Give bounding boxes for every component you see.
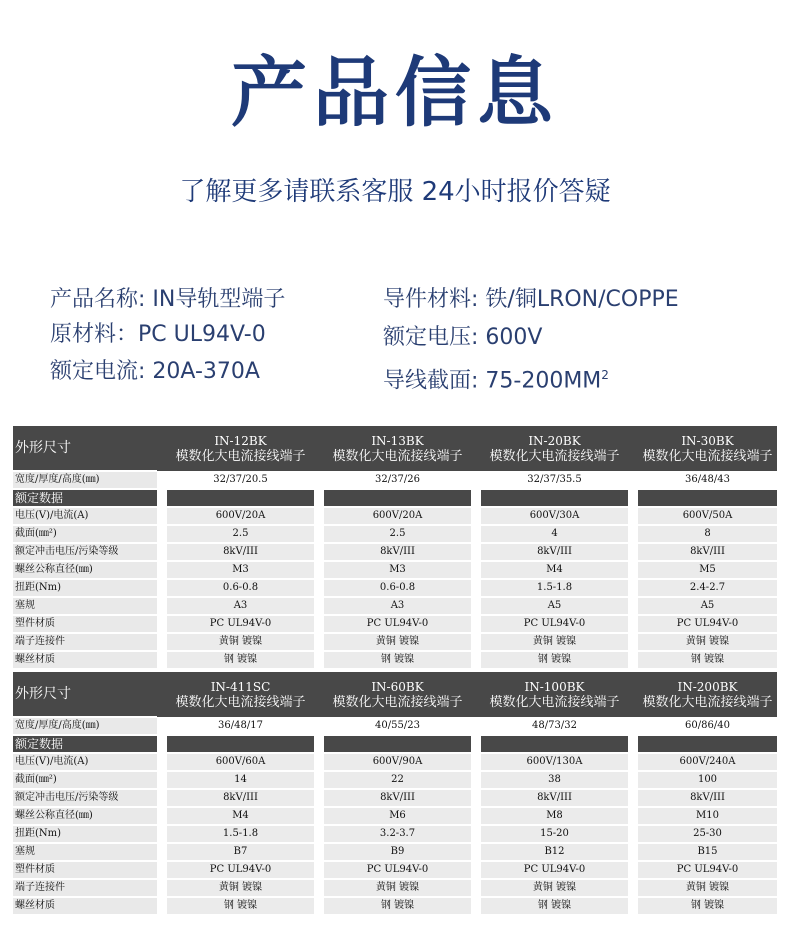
column-gap [157,525,167,543]
column-gap [157,489,167,507]
column-gap [628,543,638,561]
section-bar [638,489,777,507]
table-cell: 钢 镀镍 [638,651,777,669]
model-header [324,426,471,471]
column-gap [314,471,324,489]
column-gap [471,843,481,861]
column-gap [628,735,638,753]
table-row [13,651,777,669]
info-product-name [50,285,285,315]
table-cell: 黄铜 镀镍 [167,879,314,897]
table-cell: 600V/90A [324,753,471,771]
row-label: 塑件材质 [13,615,157,633]
row-label: 额定数据 [13,735,157,753]
column-gap [628,651,638,669]
column-gap [628,579,638,597]
column-gap [157,735,167,753]
info-rated-voltage [383,323,542,353]
table-cell: 2.5 [167,525,314,543]
column-gap [157,717,167,735]
column-gap [628,633,638,651]
column-gap [628,807,638,825]
column-gap [157,507,167,525]
table-cell: 600V/240A [638,753,777,771]
column-gap [157,672,167,717]
row-label: 塞规 [13,597,157,615]
column-gap [471,471,481,489]
column-gap [471,717,481,735]
table-cell: 8kV/III [481,789,628,807]
table-cell: PC UL94V-0 [481,861,628,879]
table-cell: 钢 镀镍 [324,897,471,915]
table-cell: 钢 镀镍 [324,651,471,669]
table-cell: B15 [638,843,777,861]
table-cell: 25-30 [638,825,777,843]
row-label: 螺丝公称直径(㎜) [13,807,157,825]
column-gap [471,543,481,561]
spec-table-2 [13,672,777,916]
row-label: 螺丝材质 [13,651,157,669]
column-gap [628,597,638,615]
table-cell: 8 [638,525,777,543]
model-header [638,672,777,717]
table-cell: 钢 镀镍 [481,897,628,915]
table-cell: 15-20 [481,825,628,843]
table-cell: 黄铜 镀镍 [638,633,777,651]
column-gap [314,597,324,615]
row-label: 额定冲击电压/污染等级 [13,789,157,807]
column-gap [628,615,638,633]
table-cell: A3 [167,597,314,615]
table-cell: M8 [481,807,628,825]
table-row [13,843,777,861]
column-gap [157,615,167,633]
table-cell: 0.6-0.8 [324,579,471,597]
row-label: 外形尺寸 [13,672,157,717]
column-gap [314,843,324,861]
table-cell: 黄铜 镀镍 [324,879,471,897]
table-cell: M4 [481,561,628,579]
info-label: 产品名称: [50,287,153,312]
info-value: 铁/铜LRON/COPPE [485,287,679,312]
table-cell: 8kV/III [324,789,471,807]
column-gap [314,789,324,807]
model-name: IN-100BK [524,679,585,694]
column-gap [314,561,324,579]
table-row [13,717,777,735]
table-cell: 2.5 [324,525,471,543]
table-cell: M6 [324,807,471,825]
column-gap [471,771,481,789]
column-gap [628,861,638,879]
column-gap [471,753,481,771]
page-title: 产品信息 [231,48,559,137]
column-gap [471,789,481,807]
model-description: 模数化大电流接线端子 [332,448,463,464]
model-header [481,672,628,717]
column-gap [314,771,324,789]
row-label: 额定数据 [13,489,157,507]
table-cell: 600V/50A [638,507,777,525]
column-gap [628,471,638,489]
model-description: 模数化大电流接线端子 [642,448,773,464]
table-row [13,861,777,879]
table-row [13,633,777,651]
column-gap [314,633,324,651]
table-cell: 黄铜 镀镍 [481,879,628,897]
table-cell: A3 [324,597,471,615]
table-cell: 黄铜 镀镍 [167,633,314,651]
table-row [13,471,777,489]
column-gap [471,879,481,897]
table-cell: 8kV/III [167,789,314,807]
row-label: 端子连接件 [13,633,157,651]
column-gap [157,807,167,825]
info-value: 20A-370A [152,359,260,384]
row-label: 螺丝材质 [13,897,157,915]
table-cell: 1.5-1.8 [481,579,628,597]
model-description: 模数化大电流接线端子 [332,694,463,710]
model-name: IN-60BK [371,679,424,694]
table-cell: 钢 镀镍 [481,651,628,669]
column-gap [157,897,167,915]
column-gap [157,753,167,771]
table-cell: PC UL94V-0 [324,615,471,633]
table-cell: 36/48/17 [167,717,314,735]
table-cell: 钢 镀镍 [638,897,777,915]
table-cell: 600V/130A [481,753,628,771]
table-cell: B12 [481,843,628,861]
column-gap [314,825,324,843]
row-label: 截面(㎜²) [13,771,157,789]
section-bar [481,489,628,507]
column-gap [471,897,481,915]
info-value: 600V [485,325,543,350]
table-cell: M3 [167,561,314,579]
info-label: 导线截面: [383,368,486,394]
table-cell: 38 [481,771,628,789]
column-gap [157,561,167,579]
column-gap [628,825,638,843]
row-label: 外形尺寸 [13,426,157,471]
column-gap [471,861,481,879]
table-row [13,789,777,807]
table-cell: PC UL94V-0 [481,615,628,633]
table-row [13,771,777,789]
column-gap [157,879,167,897]
table-row [13,735,777,753]
model-description: 模数化大电流接线端子 [642,694,773,710]
table-cell: PC UL94V-0 [324,861,471,879]
table-cell: 8kV/III [638,543,777,561]
column-gap [314,897,324,915]
table-cell: PC UL94V-0 [638,861,777,879]
column-gap [314,489,324,507]
section-bar [481,735,628,753]
table-cell: B9 [324,843,471,861]
table-cell: 8kV/III [481,543,628,561]
table-cell: PC UL94V-0 [638,615,777,633]
info-value: 75-200MM [485,368,602,394]
info-label: 原材料： [50,322,139,347]
table-row [13,561,777,579]
table-cell: 22 [324,771,471,789]
row-label: 截面(㎜²) [13,525,157,543]
column-gap [314,717,324,735]
table-cell: 600V/60A [167,753,314,771]
column-gap [157,771,167,789]
column-gap [471,672,481,717]
table-cell: 0.6-0.8 [167,579,314,597]
model-description: 模数化大电流接线端子 [489,448,620,464]
table-cell: M10 [638,807,777,825]
row-label: 电压(V)/电流(A) [13,507,157,525]
table-cell: 黄铜 镀镍 [638,879,777,897]
info-value: PC UL94V-0 [138,322,266,347]
column-gap [628,789,638,807]
table-header-row [13,426,777,471]
section-bar [167,489,314,507]
info-label: 导件材料: [383,287,486,312]
row-label: 螺丝公称直径(㎜) [13,561,157,579]
info-superscript: 2 [601,368,609,382]
column-gap [628,717,638,735]
column-gap [157,633,167,651]
row-label: 额定冲击电压/污染等级 [13,543,157,561]
info-conductor-material [383,285,679,315]
row-label: 塞规 [13,843,157,861]
table-cell: A5 [638,597,777,615]
model-name: IN-30BK [681,433,734,448]
column-gap [314,807,324,825]
column-gap [314,579,324,597]
table-row [13,753,777,771]
column-gap [314,753,324,771]
column-gap [628,561,638,579]
row-label: 宽度/厚度/高度(㎜) [13,717,157,735]
table-cell: 4 [481,525,628,543]
table-row [13,543,777,561]
column-gap [628,672,638,717]
model-header [167,672,314,717]
column-gap [471,507,481,525]
column-gap [157,861,167,879]
column-gap [314,426,324,471]
section-bar [324,489,471,507]
column-gap [628,753,638,771]
table-cell: 600V/20A [324,507,471,525]
table-row [13,615,777,633]
model-header [324,672,471,717]
row-label: 扭距(Nm) [13,825,157,843]
column-gap [628,843,638,861]
section-bar [167,735,314,753]
column-gap [471,735,481,753]
table-cell: B7 [167,843,314,861]
table-cell: 600V/20A [167,507,314,525]
column-gap [314,735,324,753]
table-header-row [13,672,777,717]
column-gap [471,807,481,825]
table-cell: 60/86/40 [638,717,777,735]
column-gap [314,879,324,897]
column-gap [471,651,481,669]
column-gap [628,489,638,507]
row-label: 端子连接件 [13,879,157,897]
table-cell: PC UL94V-0 [167,861,314,879]
table-cell: 40/55/23 [324,717,471,735]
table-row [13,807,777,825]
table-row [13,489,777,507]
table-row [13,897,777,915]
column-gap [157,597,167,615]
model-header [481,426,628,471]
row-label: 扭距(Nm) [13,579,157,597]
model-description: 模数化大电流接线端子 [489,694,620,710]
table-cell: 32/37/26 [324,471,471,489]
column-gap [628,525,638,543]
table-row [13,525,777,543]
table-row [13,597,777,615]
model-name: IN-20BK [528,433,581,448]
column-gap [157,471,167,489]
table-row [13,879,777,897]
column-gap [471,597,481,615]
column-gap [471,525,481,543]
column-gap [157,843,167,861]
info-raw-material [50,320,266,350]
table-cell: A5 [481,597,628,615]
row-label: 电压(V)/电流(A) [13,753,157,771]
table-row [13,825,777,843]
column-gap [314,507,324,525]
model-name: IN-12BK [214,433,267,448]
table-cell: 1.5-1.8 [167,825,314,843]
info-rated-current [50,357,260,387]
column-gap [471,489,481,507]
model-name: IN-13BK [371,433,424,448]
table-cell: 32/37/20.5 [167,471,314,489]
info-wire-section [383,360,609,396]
model-header [167,426,314,471]
column-gap [471,579,481,597]
table-cell: 100 [638,771,777,789]
table-cell: 2.4-2.7 [638,579,777,597]
column-gap [157,651,167,669]
table-cell: 黄铜 镀镍 [324,633,471,651]
column-gap [628,771,638,789]
info-label: 额定电压: [383,325,486,350]
column-gap [314,543,324,561]
table-cell: 3.2-3.7 [324,825,471,843]
model-header [638,426,777,471]
column-gap [628,507,638,525]
page-subtitle: 了解更多请联系客服 24小时报价答疑 [179,177,611,207]
column-gap [157,825,167,843]
column-gap [157,579,167,597]
info-value: IN导轨型端子 [152,287,286,312]
column-gap [314,861,324,879]
table-row [13,579,777,597]
model-name: IN-411SC [210,679,271,694]
column-gap [314,525,324,543]
row-label: 塑件材质 [13,861,157,879]
column-gap [628,897,638,915]
column-gap [628,426,638,471]
spec-table-1 [13,426,777,670]
table-row [13,507,777,525]
table-cell: 8kV/III [324,543,471,561]
column-gap [314,651,324,669]
section-bar [324,735,471,753]
column-gap [471,615,481,633]
column-gap [471,561,481,579]
model-description: 模数化大电流接线端子 [175,448,306,464]
table-cell: M4 [167,807,314,825]
column-gap [157,789,167,807]
table-cell: M5 [638,561,777,579]
table-cell: 8kV/III [638,789,777,807]
table-cell: 14 [167,771,314,789]
table-cell: 钢 镀镍 [167,651,314,669]
table-cell: 48/73/32 [481,717,628,735]
column-gap [471,426,481,471]
column-gap [157,426,167,471]
table-cell: 钢 镀镍 [167,897,314,915]
column-gap [471,825,481,843]
column-gap [157,543,167,561]
column-gap [471,633,481,651]
table-cell: M3 [324,561,471,579]
table-cell: PC UL94V-0 [167,615,314,633]
table-cell: 8kV/III [167,543,314,561]
model-name: IN-200BK [677,679,738,694]
info-label: 额定电流: [50,359,153,384]
table-cell: 600V/30A [481,507,628,525]
table-cell: 36/48/43 [638,471,777,489]
column-gap [628,879,638,897]
column-gap [314,672,324,717]
table-cell: 黄铜 镀镍 [481,633,628,651]
row-label: 宽度/厚度/高度(㎜) [13,471,157,489]
model-description: 模数化大电流接线端子 [175,694,306,710]
table-cell: 32/37/35.5 [481,471,628,489]
column-gap [314,615,324,633]
section-bar [638,735,777,753]
